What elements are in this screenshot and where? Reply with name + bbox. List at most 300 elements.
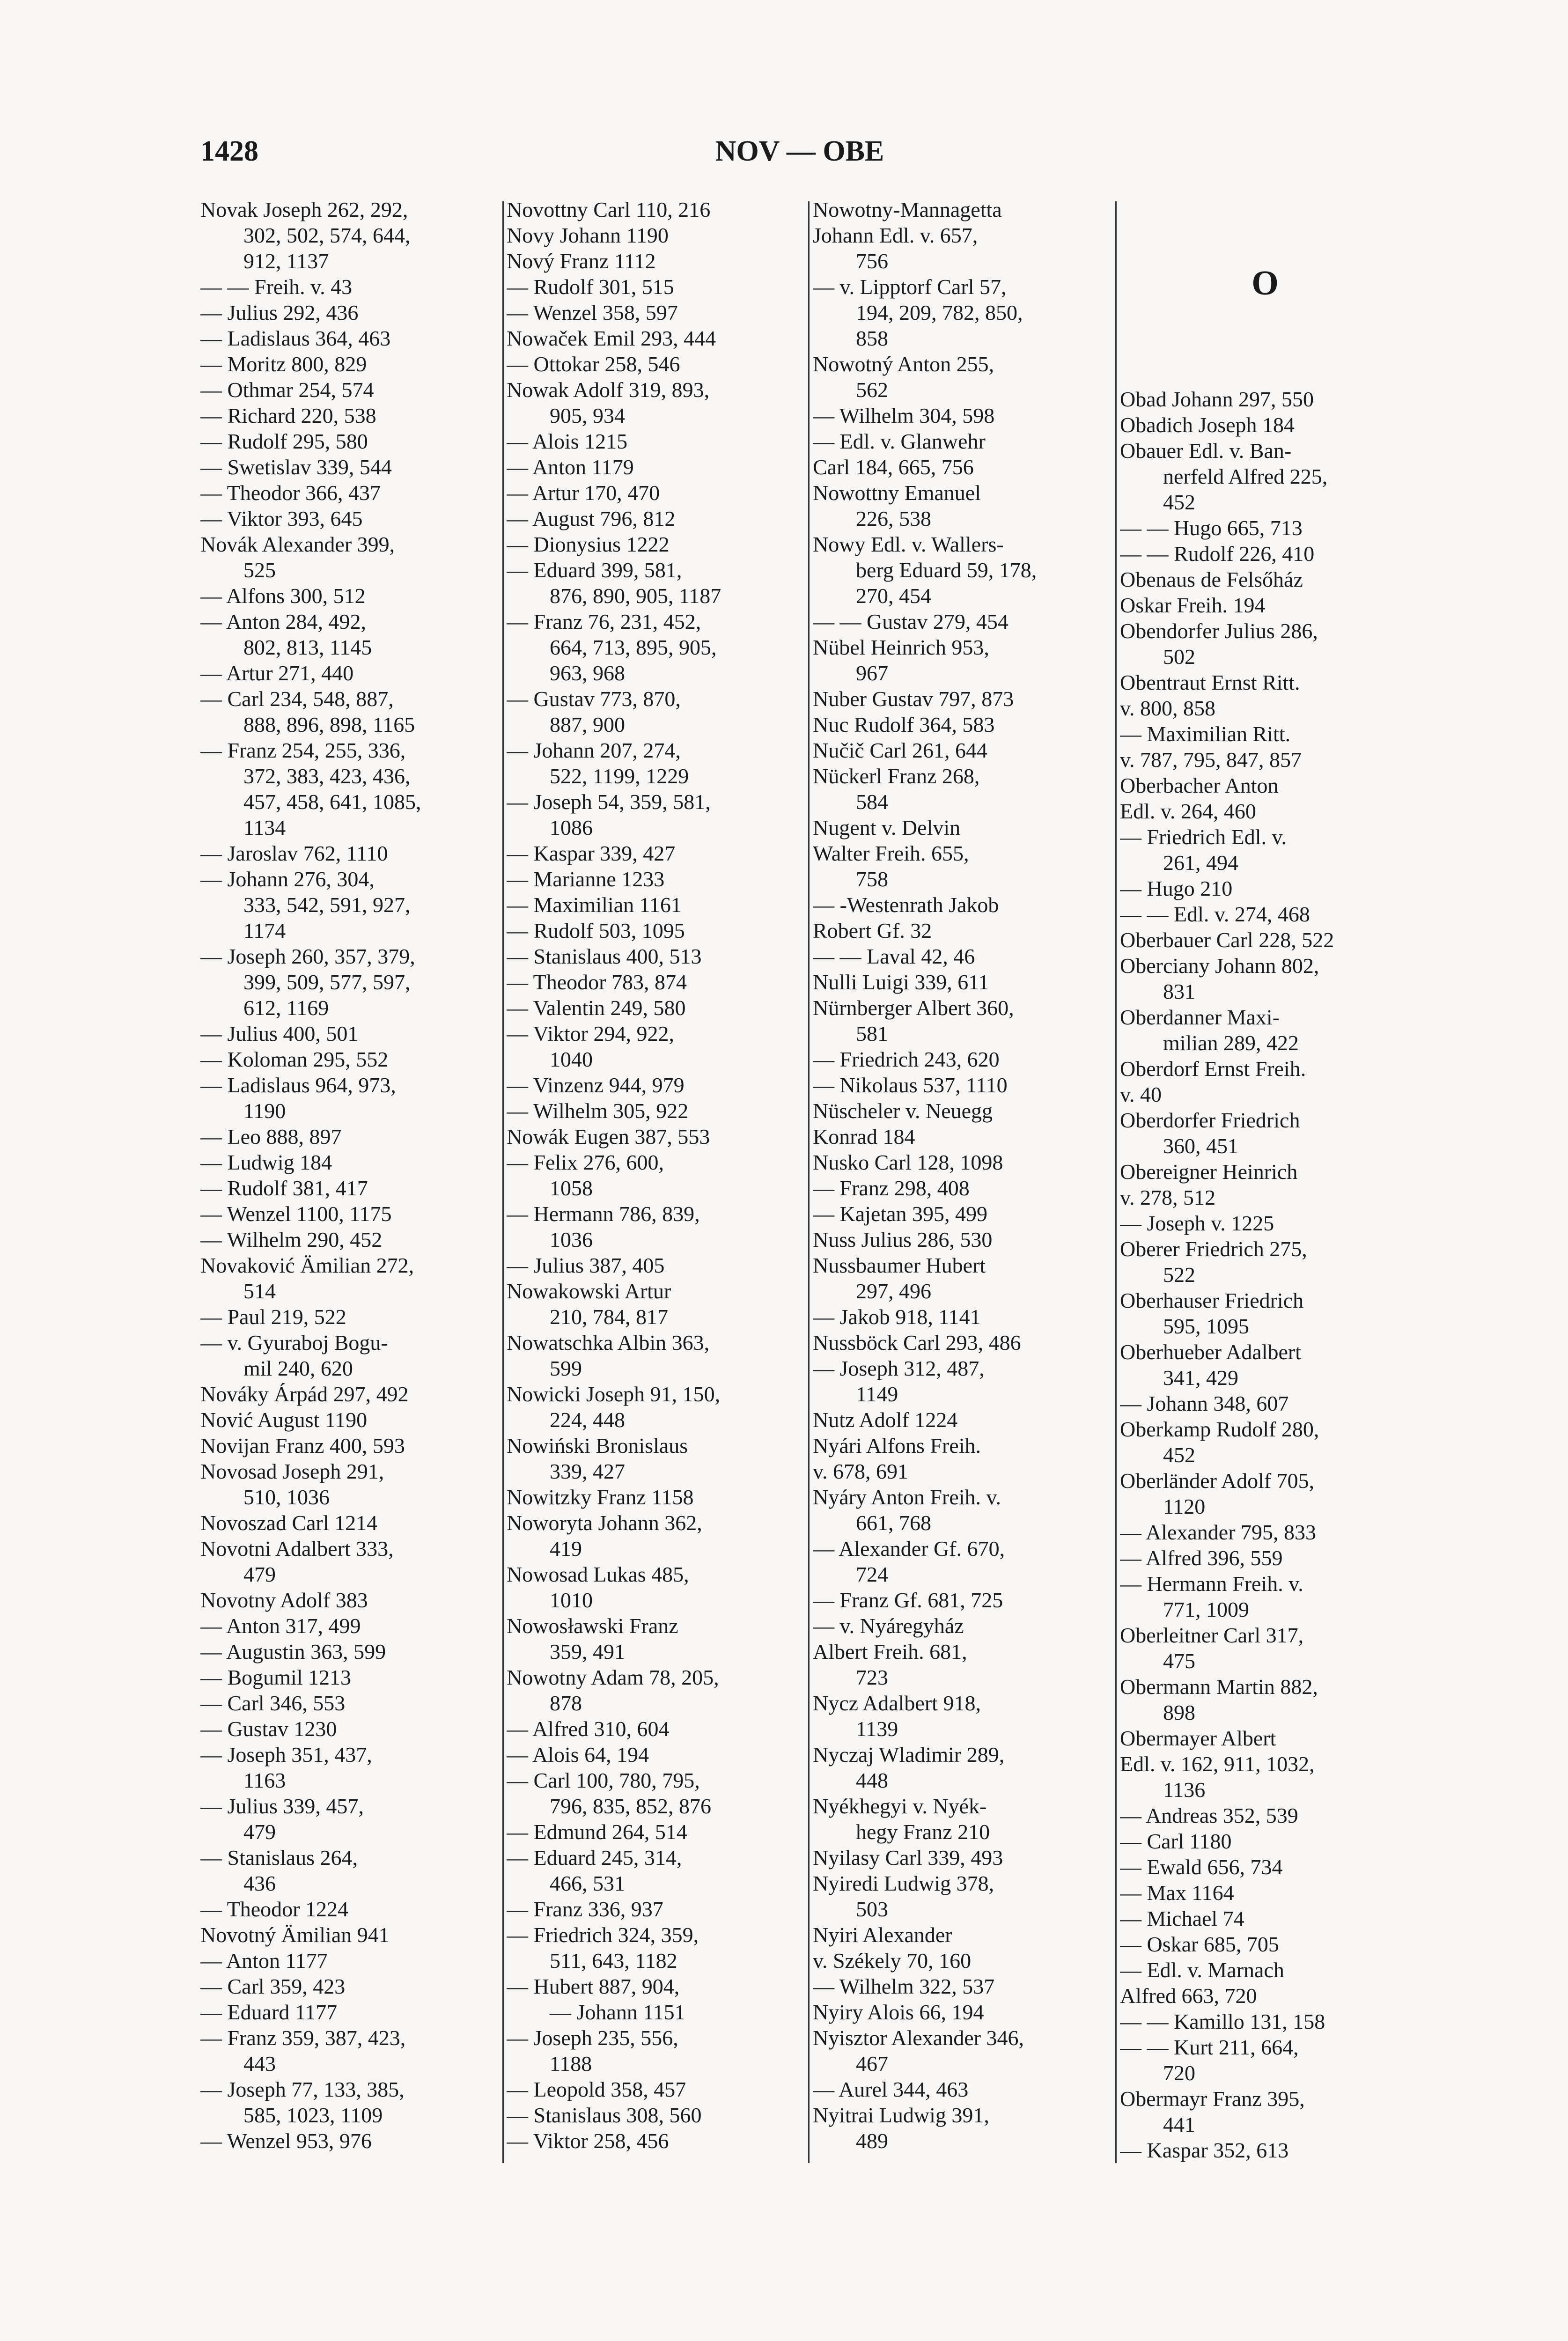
index-entry-line: Nowosławski Franz (507, 1614, 678, 1638)
index-entry-line: — Wilhelm 305, 922 (507, 1099, 689, 1123)
index-entry-line: — Wilhelm 304, 598 (813, 404, 995, 427)
index-entry-line: 475 (1163, 1649, 1195, 1673)
index-entry-line: 562 (856, 378, 888, 402)
index-entry-line: — Hugo 210 (1120, 876, 1233, 900)
index-entry-line: 1040 (550, 1047, 593, 1071)
index-entry-line: — Franz 76, 231, 452, (507, 610, 701, 633)
index-entry-line: — Hubert 887, 904, (507, 1974, 680, 1998)
index-entry-line: — Andreas 352, 539 (1120, 1804, 1298, 1827)
index-entry-line: Nückerl Franz 268, (813, 764, 980, 788)
index-entry-line: 1036 (550, 1228, 593, 1251)
index-entry-line: Nycz Adalbert 918, (813, 1691, 981, 1715)
index-entry-line: — Julius 400, 501 (200, 1022, 359, 1045)
index-entry-line: Novotny Adolf 383 (200, 1588, 368, 1612)
index-entry-line: Nowak Adolf 319, 893, (507, 378, 710, 402)
index-entry-line: — Wenzel 358, 597 (507, 301, 678, 324)
index-entry-line: Novak Joseph 262, 292, (200, 198, 408, 221)
index-entry-line: Novák Alexander 399, (200, 532, 395, 556)
index-entry-line: 372, 383, 423, 436, (243, 764, 411, 788)
index-entry-line: — Jakob 918, 1141 (813, 1305, 981, 1329)
column-4 (1120, 197, 1410, 2163)
index-entry-line: — Rudolf 301, 515 (507, 275, 674, 299)
page-number: 1428 (200, 135, 258, 167)
column-4-entries (1120, 386, 1410, 2163)
index-entry-line: Novotni Adalbert 333, (200, 1537, 394, 1561)
index-entry-line: — Ladislaus 964, 973, (200, 1073, 396, 1097)
index-entry-line: — Oskar 685, 705 (1120, 1932, 1279, 1956)
index-entry-line: Novy Johann 1190 (507, 223, 669, 247)
index-entry-line: — August 796, 812 (507, 507, 676, 530)
index-entry-line: 522 (1163, 1263, 1195, 1287)
index-entry-line: 467 (856, 2052, 888, 2076)
index-entry-line: — Anton 317, 499 (200, 1614, 361, 1638)
index-entry-line: Novotný Ämilian 941 (200, 1923, 390, 1947)
index-entry-line: Nowotný Anton 255, (813, 352, 994, 376)
index-entry-line: — Vinzenz 944, 979 (507, 1073, 685, 1097)
index-entry-line: v. 278, 512 (1120, 1185, 1216, 1209)
index-entry-line: v. 40 (1120, 1082, 1162, 1106)
index-entry-line: v. 787, 795, 847, 857 (1120, 748, 1302, 772)
index-entry-line: Nübel Heinrich 953, (813, 635, 989, 659)
index-entry-line: Nowottny Emanuel (813, 481, 981, 505)
index-entry-line: 898 (1163, 1701, 1195, 1724)
index-entry-line: 194, 209, 782, 850, (856, 301, 1023, 324)
index-entry-line: — Maximilian Ritt. (1120, 722, 1291, 746)
index-entry-line: Oberciany Johann 802, (1120, 954, 1319, 978)
index-entry-line: 802, 813, 1145 (243, 635, 372, 659)
index-entry-line: — Carl 100, 780, 795, (507, 1768, 700, 1792)
index-entry-line: Oberdorfer Friedrich (1120, 1108, 1300, 1132)
index-entry-line: — Alois 1215 (507, 429, 628, 453)
index-entry-line: 503 (856, 1897, 888, 1921)
index-entry-line: Nuss Julius 286, 530 (813, 1228, 993, 1251)
index-entry-line: Nugent v. Delvin (813, 816, 961, 839)
index-entry-line: Obermann Martin 882, (1120, 1675, 1318, 1699)
index-entry-line: Nowaček Emil 293, 444 (507, 326, 716, 350)
index-entry-line: — Michael 74 (1120, 1907, 1244, 1930)
index-entry-line: — Max 1164 (1120, 1881, 1234, 1905)
index-entry-line: 878 (550, 1691, 582, 1715)
index-entry-line: — Joseph 351, 437, (200, 1743, 372, 1767)
index-entry-line: — v. Nyáregyház (813, 1614, 964, 1638)
index-entry-line: Oberhueber Adalbert (1120, 1340, 1302, 1364)
index-entry-line: — — Hugo 665, 713 (1120, 516, 1303, 540)
index-entry-line: 905, 934 (550, 404, 625, 427)
index-entry-line: — Friedrich Edl. v. (1120, 825, 1287, 849)
index-entry-line: Nussbaumer Hubert (813, 1253, 986, 1277)
index-entry-line: 1120 (1163, 1494, 1206, 1518)
index-entry-line: 724 (856, 1562, 888, 1586)
index-entry-line: 448 (856, 1768, 888, 1792)
index-entry-line: Obadich Joseph 184 (1120, 413, 1295, 437)
index-entry-line: Nowakowski Artur (507, 1279, 671, 1303)
index-entry-line: — — Rudolf 226, 410 (1120, 542, 1315, 566)
index-entry-line: 912, 1137 (243, 249, 329, 273)
index-entry-line: — Artur 271, 440 (200, 661, 354, 685)
index-entry-line: 1134 (243, 816, 286, 839)
index-entry-line: Oberdanner Maxi- (1120, 1005, 1280, 1029)
index-entry-line: berg Eduard 59, 178, (856, 558, 1037, 582)
index-entry-line: 584 (856, 790, 888, 814)
index-entry-line: — Wenzel 953, 976 (200, 2129, 372, 2153)
index-entry-line: — Hermann 786, 839, (507, 1202, 700, 1226)
index-entry-line: Obermayr Franz 395, (1120, 2087, 1305, 2111)
index-entry-line: — Carl 346, 553 (200, 1691, 346, 1715)
index-entry-line: — Theodor 1224 (200, 1897, 349, 1921)
index-entry-line: — Leopold 358, 457 (507, 2077, 686, 2101)
index-entry-line: 443 (243, 2052, 276, 2076)
index-entry-line: — Augustin 363, 599 (200, 1640, 386, 1664)
index-entry-line: — Edl. v. Marnach (1120, 1958, 1284, 1982)
index-entry-line: — Bogumil 1213 (200, 1665, 352, 1689)
index-entry-line: 1136 (1163, 1778, 1206, 1802)
index-entry-line: 1139 (856, 1717, 898, 1741)
index-entry-line: — Eduard 1177 (200, 2000, 338, 2024)
index-entry-line: Nyczaj Wladimir 289, (813, 1743, 1005, 1767)
index-entry-line: — Wilhelm 290, 452 (200, 1228, 383, 1251)
section-letter: O (1251, 264, 1279, 302)
index-entry-line: 419 (550, 1537, 582, 1561)
index-entry-line: Oberleitner Carl 317, (1120, 1623, 1304, 1647)
index-entry-line: Nyékhegyi v. Nyék- (813, 1794, 987, 1818)
index-entry-line: — Alexander 795, 833 (1120, 1520, 1317, 1544)
index-entry-line: — Franz 359, 387, 423, (200, 2026, 406, 2050)
index-entry-line: 452 (1163, 490, 1195, 514)
index-entry-line: — Dionysius 1222 (507, 532, 670, 556)
index-entry-line: Nürnberger Albert 360, (813, 996, 1014, 1020)
index-entry-line: 771, 1009 (1163, 1597, 1249, 1621)
index-entry-line: — Alfred 310, 604 (507, 1717, 670, 1741)
index-entry-line: 723 (856, 1665, 888, 1689)
index-entry-line: Nyáry Anton Freih. v. (813, 1485, 1001, 1509)
index-entry-line: 585, 1023, 1109 (243, 2103, 383, 2127)
index-entry-line: — Gustav 773, 870, (507, 687, 681, 711)
index-entry-line: Oberer Friedrich 275, (1120, 1237, 1307, 1261)
index-entry-line: 858 (856, 326, 888, 350)
index-entry-line: — v. Lipptorf Carl 57, (813, 275, 1007, 299)
index-entry-line: 796, 835, 852, 876 (550, 1794, 711, 1818)
index-entry-line: 599 (550, 1356, 582, 1380)
index-entry-line: 510, 1036 (243, 1485, 330, 1509)
index-entry-line: Edl. v. 264, 460 (1120, 799, 1256, 823)
index-entry-line: — Stanislaus 264, (200, 1846, 358, 1870)
index-entry-line: nerfeld Alfred 225, (1163, 464, 1328, 488)
index-entry-line: — — Gustav 279, 454 (813, 610, 1009, 633)
index-entry-line: 876, 890, 905, 1187 (550, 584, 721, 608)
column-3 (813, 197, 1112, 2154)
index-entry-line: — Carl 234, 548, 887, (200, 687, 394, 711)
index-entry-line: Robert Gf. 32 (813, 919, 932, 942)
index-entry-line: Novosad Joseph 291, (200, 1459, 384, 1483)
index-entry-line: 341, 429 (1163, 1366, 1238, 1390)
index-entry-line: — Alois 64, 194 (507, 1743, 649, 1767)
index-entry-line: 522, 1199, 1229 (550, 764, 689, 788)
index-entry-line: — Ladislaus 364, 463 (200, 326, 391, 350)
index-entry-line: — Johann 276, 304, (200, 867, 375, 891)
index-entry-line: 226, 538 (856, 507, 931, 530)
column-1 (200, 197, 500, 2154)
index-entry-line: — Richard 220, 538 (200, 404, 376, 427)
index-entry-line: Nović August 1190 (200, 1408, 368, 1432)
index-entry-line: Novoszad Carl 1214 (200, 1511, 378, 1535)
index-entry-line: — Franz 336, 937 (507, 1897, 663, 1921)
index-entry-line: 1149 (856, 1382, 898, 1406)
index-entry-line: 360, 451 (1163, 1134, 1238, 1158)
index-entry-line: Nowiński Bronislaus (507, 1434, 688, 1458)
index-entry-line: — Alexander Gf. 670, (813, 1537, 1005, 1561)
index-entry-line: — Joseph 312, 487, (813, 1356, 985, 1380)
index-entry-line: Alfred 663, 720 (1120, 1984, 1257, 2008)
index-entry-line: — Leo 888, 897 (200, 1125, 342, 1148)
index-entry-line: — Franz 254, 255, 336, (200, 738, 406, 762)
index-entry-line: Nowotny-Mannagetta (813, 198, 1002, 221)
index-entry-line: — Nikolaus 537, 1110 (813, 1073, 1008, 1097)
index-entry-line: — Stanislaus 400, 513 (507, 944, 702, 968)
page-header (200, 135, 1399, 177)
index-entry-line: Edl. v. 162, 911, 1032, (1120, 1752, 1315, 1776)
index-entry-line: Nováky Árpád 297, 492 (200, 1382, 409, 1406)
index-entry-line: — Joseph v. 1225 (1120, 1211, 1274, 1235)
index-entry-line: 457, 458, 641, 1085, (243, 790, 421, 814)
index-entry-line: Oberbauer Carl 228, 522 (1120, 928, 1334, 952)
index-entry-line: — Kaspar 339, 427 (507, 841, 676, 865)
index-entry-line: 525 (243, 558, 276, 582)
index-entry-line: — Franz 298, 408 (813, 1176, 970, 1200)
index-entry-line: v. 678, 691 (813, 1459, 909, 1483)
index-entry-line: — Othmar 254, 574 (200, 378, 374, 402)
index-entry-line: Konrad 184 (813, 1125, 915, 1148)
index-entry-line: 297, 496 (856, 1279, 931, 1303)
index-entry-line: Nowotny Adam 78, 205, (507, 1665, 719, 1689)
index-entry-line: — Swetislav 339, 544 (200, 455, 392, 479)
index-entry-line: Nyilasy Carl 339, 493 (813, 1846, 1003, 1870)
index-entry-line: v. 800, 858 (1120, 696, 1216, 720)
index-entry-line: Nowitzky Franz 1158 (507, 1485, 694, 1509)
index-entry-line: Oskar Freih. 194 (1120, 593, 1266, 617)
index-entry-line: — Paul 219, 522 (200, 1305, 346, 1329)
index-entry-line: Nuc Rudolf 364, 583 (813, 713, 995, 736)
index-entry-line: — Johann 207, 274, (507, 738, 681, 762)
index-entry-line: — Theodor 783, 874 (507, 970, 687, 994)
index-entry-line: — Jaroslav 762, 1110 (200, 841, 388, 865)
index-entry-line: — Rudolf 381, 417 (200, 1176, 368, 1200)
index-entry-line: — Alfons 300, 512 (200, 584, 366, 608)
index-entry-line: — Alfred 396, 559 (1120, 1546, 1283, 1570)
index-entry-line: — Anton 1177 (200, 1949, 328, 1973)
index-entry-line: Oberdorf Ernst Freih. (1120, 1057, 1306, 1081)
index-entry-line: Oberländer Adolf 705, (1120, 1469, 1315, 1493)
index-entry-line: Nyitrai Ludwig 391, (813, 2103, 989, 2127)
index-entry-line: Nowatschka Albin 363, (507, 1331, 710, 1355)
index-entry-line: — Koloman 295, 552 (200, 1047, 389, 1071)
index-entry-line: 1010 (550, 1588, 593, 1612)
index-entry-line: Nyiry Alois 66, 194 (813, 2000, 984, 2024)
index-entry-line: 1058 (550, 1176, 593, 1200)
index-entry-line: — Friedrich 243, 620 (813, 1047, 1000, 1071)
index-entry-line: — — Laval 42, 46 (813, 944, 975, 968)
index-entry-line: — Felix 276, 600, (507, 1150, 664, 1174)
index-entry-line: Nowy Edl. v. Wallers- (813, 532, 1004, 556)
index-entry-line: — Eduard 399, 581, (507, 558, 682, 582)
index-entry-line: — Johann 1151 (550, 2000, 685, 2024)
index-entry-line: — Ottokar 258, 546 (507, 352, 680, 376)
column-divider (502, 201, 504, 2163)
index-entry-line: — Friedrich 324, 359, (507, 1923, 699, 1947)
index-entry-line: — Joseph 260, 357, 379, (200, 944, 415, 968)
index-entry-line: — — Freih. v. 43 (200, 275, 353, 299)
index-entry-line: Oberhauser Friedrich (1120, 1288, 1304, 1312)
index-entry-line: — Joseph 235, 556, (507, 2026, 678, 2050)
index-entry-line: 664, 713, 895, 905, (550, 635, 717, 659)
index-entry-line: — Joseph 77, 133, 385, (200, 2077, 405, 2101)
index-entry-line: Nowicki Joseph 91, 150, (507, 1382, 721, 1406)
index-entry-line: 466, 531 (550, 1871, 625, 1895)
index-entry-line: Novijan Franz 400, 593 (200, 1434, 405, 1458)
index-entry-line: 612, 1169 (243, 996, 329, 1020)
running-headword: NOV — OBE (715, 135, 884, 167)
index-entry-line: — Viktor 393, 645 (200, 507, 363, 530)
index-entry-line: Nowosad Lukas 485, (507, 1562, 689, 1586)
index-entry-line: Novaković Ämilian 272, (200, 1253, 414, 1277)
index-entry-line: mil 240, 620 (243, 1356, 353, 1380)
index-entry-line: Nyiri Alexander (813, 1923, 952, 1947)
index-entry-line: 441 (1163, 2113, 1195, 2136)
index-entry-line: — Joseph 54, 359, 581, (507, 790, 711, 814)
index-entry-line: — Aurel 344, 463 (813, 2077, 969, 2101)
index-entry-line: — Rudolf 503, 1095 (507, 919, 685, 942)
index-entry-line: Nuber Gustav 797, 873 (813, 687, 1014, 711)
index-entry-line: 756 (856, 249, 888, 273)
index-entry-line: — Theodor 366, 437 (200, 481, 381, 505)
index-entry-line: 831 (1163, 979, 1195, 1003)
index-entry-line: Nowák Eugen 387, 553 (507, 1125, 710, 1148)
index-entry-line: Nový Franz 1112 (507, 249, 656, 273)
index-entry-line: Nyári Alfons Freih. (813, 1434, 981, 1458)
index-entry-line: Obauer Edl. v. Ban- (1120, 439, 1292, 463)
index-entry-line: — Hermann Freih. v. (1120, 1572, 1303, 1596)
index-entry-line: Nučič Carl 261, 644 (813, 738, 988, 762)
index-entry-line: 502 (1163, 645, 1195, 669)
index-entry-line: 479 (243, 1820, 276, 1844)
index-entry-line: — Anton 284, 492, (200, 610, 366, 633)
index-entry-line: — Julius 339, 457, (200, 1794, 364, 1818)
index-entry-line: 595, 1095 (1163, 1314, 1249, 1338)
index-entry-line: Nussböck Carl 293, 486 (813, 1331, 1021, 1355)
index-entry-line: 479 (243, 1562, 276, 1586)
index-entry-line: 210, 784, 817 (550, 1305, 668, 1329)
index-entry-line: Nyisztor Alexander 346, (813, 2026, 1024, 2050)
index-entry-line: Obermayer Albert (1120, 1726, 1276, 1750)
index-entry-line: 333, 542, 591, 927, (243, 893, 411, 917)
index-entry-line: Albert Freih. 681, (813, 1640, 967, 1664)
index-entry-line: — — Edl. v. 274, 468 (1120, 902, 1310, 926)
index-entry-line: — v. Gyuraboj Bogu- (200, 1331, 388, 1355)
index-entry-line: — Rudolf 295, 580 (200, 429, 368, 453)
index-entry-line: — — Kurt 211, 664, (1120, 2035, 1299, 2059)
index-entry-line: — Eduard 245, 314, (507, 1846, 682, 1870)
index-entry-line: Walter Freih. 655, (813, 841, 969, 865)
index-entry-line: 1163 (243, 1768, 286, 1792)
index-entry-line: 967 (856, 661, 888, 685)
index-entry-line: — Edmund 264, 514 (507, 1820, 687, 1844)
index-entry-line: 887, 900 (550, 713, 625, 736)
index-entry-line: Nutz Adolf 1224 (813, 1408, 958, 1432)
index-entry-line: 452 (1163, 1443, 1195, 1467)
index-entry-line: Carl 184, 665, 756 (813, 455, 974, 479)
index-entry-line: Nüscheler v. Neuegg (813, 1099, 993, 1123)
index-entry-line: Johann Edl. v. 657, (813, 223, 978, 247)
index-entry-line: 224, 448 (550, 1408, 625, 1432)
index-entry-line: 399, 509, 577, 597, (243, 970, 411, 994)
index-entry-line: — Artur 170, 470 (507, 481, 660, 505)
index-entry-line: 511, 643, 1182 (550, 1949, 677, 1973)
index-entry-line: — Julius 292, 436 (200, 301, 359, 324)
index-entry-line: 661, 768 (856, 1511, 931, 1535)
index-entry-line: — Julius 387, 405 (507, 1253, 665, 1277)
index-entry-line: 888, 896, 898, 1165 (243, 713, 415, 736)
index-entry-line: — Kajetan 395, 499 (813, 1202, 988, 1226)
index-entry-line: Nulli Luigi 339, 611 (813, 970, 989, 994)
index-entry-line: 514 (243, 1279, 276, 1303)
index-entry-line: — -Westenrath Jakob (813, 893, 999, 917)
index-entry-line: — Valentin 249, 580 (507, 996, 686, 1020)
index-entry-line: — Maximilian 1161 (507, 893, 682, 917)
index-entry-line: — Carl 359, 423 (200, 1974, 346, 1998)
index-entry-line: 720 (1163, 2061, 1195, 2085)
index-entry-line: — Franz Gf. 681, 725 (813, 1588, 1003, 1612)
index-entry-line: 339, 427 (550, 1459, 625, 1483)
index-entry-line: Oberbacher Anton (1120, 773, 1279, 797)
index-entry-line: — Edl. v. Glanwehr (813, 429, 986, 453)
index-entry-line: — Anton 1179 (507, 455, 634, 479)
index-entry-line: 489 (856, 2129, 888, 2153)
index-entry-line: 581 (856, 1022, 888, 1045)
index-entry-line: Nyiredi Ludwig 378, (813, 1871, 994, 1895)
index-entry-line: Nusko Carl 128, 1098 (813, 1150, 1003, 1174)
index-entry-line: 270, 454 (856, 584, 931, 608)
index-entry-line: — Johann 348, 607 (1120, 1391, 1289, 1415)
index-entry-line: — — Kamillo 131, 158 (1120, 2010, 1325, 2033)
index-entry-line: — Kaspar 352, 613 (1120, 2138, 1289, 2162)
index-entry-line: — Carl 1180 (1120, 1829, 1232, 1853)
index-entry-line: Novottny Carl 110, 216 (507, 198, 711, 221)
index-entry-line: — Marianne 1233 (507, 867, 665, 891)
index-entry-line: milian 289, 422 (1163, 1031, 1299, 1055)
index-entry-line: Obendorfer Julius 286, (1120, 619, 1318, 643)
index-entry-line: Obereigner Heinrich (1120, 1160, 1298, 1184)
index-entry-line: — Ewald 656, 734 (1120, 1855, 1283, 1879)
index-entry-line: Obentraut Ernst Ritt. (1120, 670, 1300, 694)
index-entry-line: Obad Johann 297, 550 (1120, 387, 1314, 411)
index-entry-line: Noworyta Johann 362, (507, 1511, 702, 1535)
index-entry-line: — Viktor 258, 456 (507, 2129, 669, 2153)
index-entry-line: v. Székely 70, 160 (813, 1949, 972, 1973)
index-entry-line: 359, 491 (550, 1640, 625, 1664)
column-divider (808, 201, 810, 2163)
index-entry-line: 1190 (243, 1099, 286, 1123)
index-entry-line: 963, 968 (550, 661, 625, 685)
column-2 (507, 197, 806, 2154)
index-entry-line: 758 (856, 867, 888, 891)
column-divider (1115, 201, 1117, 2163)
index-entry-line: — Ludwig 184 (200, 1150, 332, 1174)
index-entry-line: 436 (243, 1871, 276, 1895)
index-entry-line: hegy Franz 210 (856, 1820, 990, 1844)
index-entry-line: — Stanislaus 308, 560 (507, 2103, 702, 2127)
index-entry-line: 1086 (550, 816, 593, 839)
index-entry-line: Obenaus de Felsőház (1120, 567, 1303, 591)
index-entry-line: — Viktor 294, 922, (507, 1022, 675, 1045)
